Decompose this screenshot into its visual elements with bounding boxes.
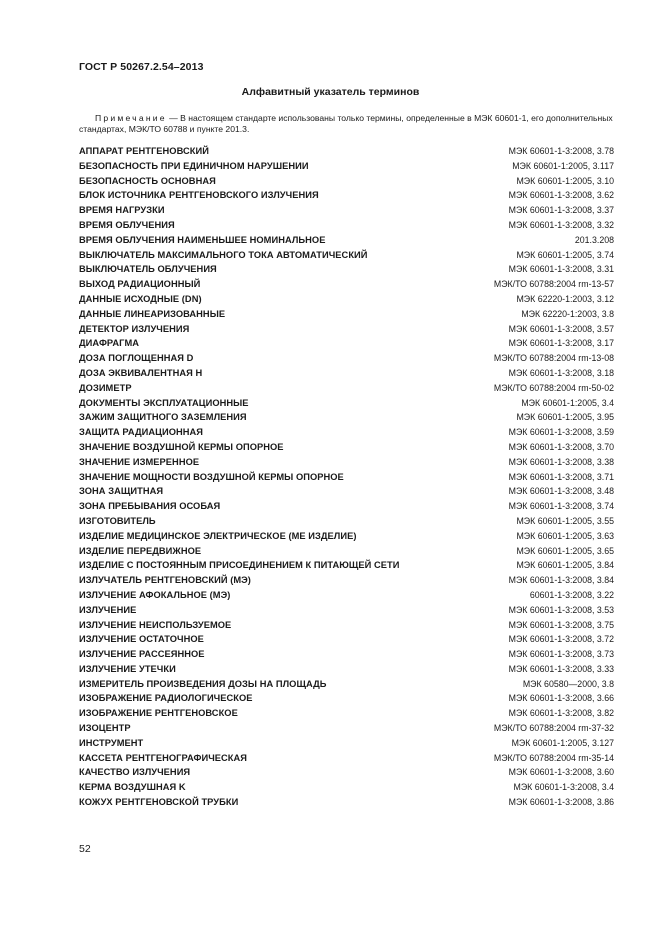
- term-name: БЛОК ИСТОЧНИКА РЕНТГЕНОВСКОГО ИЗЛУЧЕНИЯ: [79, 190, 319, 201]
- term-row: [79, 573, 614, 588]
- note-text: — В настоящем стандарте использованы только термины, определенные в МЭК 60601-1, его дополнительных стандартах, МЭК/ТО 60788 и пункте 201.3.: [79, 113, 613, 134]
- term-reference: МЭК 60601-1:2005, 3.63: [516, 530, 614, 541]
- term-reference: МЭК 60601-1-3:2008, 3.62: [508, 190, 614, 201]
- term-reference: МЭК/ТО 60788:2004 rm-50-02: [493, 382, 614, 393]
- term-row: [79, 484, 614, 499]
- term-reference: МЭК 60601-1-3:2008, 3.75: [508, 619, 614, 630]
- term-reference: МЭК 60601-1-3:2008, 3.38: [508, 456, 614, 467]
- term-reference: МЭК 62220-1:2003, 3.8: [521, 308, 614, 319]
- term-name: КОЖУХ РЕНТГЕНОВСКОЙ ТРУБКИ: [79, 797, 239, 808]
- term-name: ЗАЖИМ ЗАЩИТНОГО ЗАЗЕМЛЕНИЯ: [79, 412, 247, 423]
- term-name: ИЗЛУЧЕНИЕ НЕИСПОЛЬЗУЕМОЕ: [79, 619, 232, 630]
- term-reference: МЭК 60601-1-3:2008, 3.70: [508, 441, 614, 452]
- term-row: [79, 751, 614, 766]
- term-row: [79, 677, 614, 692]
- term-name: ИНСТРУМЕНТ: [79, 737, 144, 748]
- term-name: КЕРМА ВОЗДУШНАЯ K: [79, 782, 186, 793]
- term-row: [79, 470, 614, 485]
- term-reference: МЭК 60601-1-3:2008, 3.74: [508, 501, 614, 512]
- term-reference: МЭК 60601-1-3:2008, 3.33: [508, 663, 614, 674]
- term-row: [79, 662, 614, 677]
- term-row: [79, 647, 614, 662]
- term-row: [79, 455, 614, 470]
- term-name: ДЕТЕКТОР ИЗЛУЧЕНИЯ: [79, 323, 190, 334]
- term-row: [79, 706, 614, 721]
- term-row: [79, 203, 614, 218]
- term-name: ИЗДЕЛИЕ МЕДИЦИНСКОЕ ЭЛЕКТРИЧЕСКОЕ (МЕ ИЗДЕЛИЕ): [79, 530, 357, 541]
- term-name: ИЗОБРАЖЕНИЕ РЕНТГЕНОВСКОЕ: [79, 708, 238, 719]
- term-reference: МЭК 60601-1:2005, 3.55: [516, 515, 614, 526]
- term-name: ДОЗА ПОГЛОЩЕННАЯ D: [79, 353, 194, 364]
- term-name: ЗНАЧЕНИЕ МОЩНОСТИ ВОЗДУШНОЙ КЕРМЫ ОПОРНОЕ: [79, 471, 344, 482]
- term-reference: МЭК 60601-1-3:2008, 3.84: [508, 575, 614, 586]
- term-name: ИЗМЕРИТЕЛЬ ПРОИЗВЕДЕНИЯ ДОЗЫ НА ПЛОЩАДЬ: [79, 678, 327, 689]
- term-name: ИЗОЦЕНТР: [79, 723, 131, 734]
- term-row: [79, 381, 614, 396]
- term-name: ИЗОБРАЖЕНИЕ РАДИОЛОГИЧЕСКОЕ: [79, 693, 253, 704]
- term-reference: МЭК/ТО 60788:2004 rm-35-14: [493, 752, 614, 763]
- term-reference: МЭК 60601-1:2005, 3.117: [512, 160, 614, 171]
- term-reference: МЭК/ТО 60788:2004 rm-13-08: [493, 353, 614, 364]
- term-name: ВРЕМЯ ОБЛУЧЕНИЯ: [79, 219, 175, 230]
- term-row: [79, 440, 614, 455]
- term-reference: 60601-1-3:2008, 3.22: [529, 589, 614, 600]
- term-reference: МЭК 60601-1-3:2008, 3.86: [508, 797, 614, 808]
- term-row: [79, 188, 614, 203]
- term-reference: МЭК/ТО 60788:2004 rm-13-57: [493, 279, 614, 290]
- term-reference: МЭК 60601-1-3:2008, 3.73: [508, 649, 614, 660]
- term-row: [79, 603, 614, 618]
- term-reference: МЭК 60601-1:2005, 3.84: [516, 560, 614, 571]
- term-name: КАЧЕСТВО ИЗЛУЧЕНИЯ: [79, 767, 191, 778]
- term-row: [79, 544, 614, 559]
- term-row: [79, 736, 614, 751]
- term-name: ЗНАЧЕНИЕ ИЗМЕРЕННОЕ: [79, 456, 200, 467]
- term-name: ДОКУМЕНТЫ ЭКСПЛУАТАЦИОННЫЕ: [79, 397, 249, 408]
- term-reference: МЭК 60601-1-3:2008, 3.37: [508, 205, 614, 216]
- term-reference: МЭК 60601-1-3:2008, 3.31: [508, 264, 614, 275]
- term-name: ЗНАЧЕНИЕ ВОЗДУШНОЙ КЕРМЫ ОПОРНОЕ: [79, 441, 284, 452]
- term-reference: МЭК 60601-1:2005, 3.74: [516, 249, 614, 260]
- term-name: ВЫКЛЮЧАТЕЛЬ МАКСИМАЛЬНОГО ТОКА АВТОМАТИЧЕСКИЙ: [79, 249, 368, 260]
- term-row: [79, 514, 614, 529]
- term-row: [79, 558, 614, 573]
- term-name: ЗОНА ПРЕБЫВАНИЯ ОСОБАЯ: [79, 501, 221, 512]
- page-number: 52: [79, 843, 91, 855]
- term-reference: МЭК 60601-1-3:2008, 3.72: [508, 634, 614, 645]
- term-reference: МЭК/ТО 60788:2004 rm-37-32: [493, 723, 614, 734]
- term-row: [79, 795, 614, 810]
- term-name: ИЗЛУЧЕНИЕ: [79, 604, 137, 615]
- term-reference: МЭК 60601-1-3:2008, 3.78: [508, 146, 614, 156]
- term-name: ИЗГОТОВИТЕЛЬ: [79, 515, 156, 526]
- term-reference: МЭК 60601-1:2005, 3.10: [516, 175, 614, 186]
- term-reference: МЭК 60601-1-3:2008, 3.17: [508, 338, 614, 349]
- term-reference: МЭК 60601-1-3:2008, 3.71: [508, 471, 614, 482]
- term-row: [79, 292, 614, 307]
- term-name: БЕЗОПАСНОСТЬ ПРИ ЕДИНИЧНОМ НАРУШЕНИИ: [79, 160, 309, 171]
- term-row: [79, 174, 614, 189]
- term-name: ВРЕМЯ НАГРУЗКИ: [79, 205, 165, 216]
- term-name: ДАННЫЕ ИСХОДНЫЕ (DN): [79, 293, 202, 304]
- term-reference: МЭК 60601-1-3:2008, 3.32: [508, 219, 614, 230]
- section-title: Алфавитный указатель терминов: [241, 86, 420, 98]
- term-name: ДОЗА ЭКВИВАЛЕНТНАЯ H: [79, 367, 203, 378]
- term-row: [79, 425, 614, 440]
- term-reference: МЭК 60601-1-3:2008, 3.4: [513, 782, 614, 793]
- term-reference: МЭК 60601-1-3:2008, 3.48: [508, 486, 614, 497]
- term-row: [79, 218, 614, 233]
- term-name: ИЗДЕЛИЕ С ПОСТОЯННЫМ ПРИСОЕДИНЕНИЕМ К ПИТАЮЩЕЙ СЕТИ: [79, 560, 400, 571]
- term-name: ДОЗИМЕТР: [79, 382, 132, 393]
- term-row: [79, 396, 614, 411]
- term-reference: МЭК 60601-1:2005, 3.4: [521, 397, 614, 408]
- term-row: [79, 588, 614, 603]
- term-row: [79, 366, 614, 381]
- term-row: [79, 277, 614, 292]
- term-row: [79, 618, 614, 633]
- term-reference: МЭК 60601-1:2005, 3.127: [511, 737, 614, 748]
- term-name: ВРЕМЯ ОБЛУЧЕНИЯ НАИМЕНЬШЕЕ НОМИНАЛЬНОЕ: [79, 234, 326, 245]
- term-name: ИЗЛУЧАТЕЛЬ РЕНТГЕНОВСКИЙ (МЭ): [79, 575, 251, 586]
- term-name: ИЗЛУЧЕНИЕ АФОКАЛЬНОЕ (МЭ): [79, 589, 231, 600]
- term-reference: МЭК 60601-1-3:2008, 3.59: [508, 427, 614, 438]
- term-name: ДИАФРАГМА: [79, 338, 139, 349]
- term-row: [79, 248, 614, 263]
- term-row: [79, 307, 614, 322]
- term-name: ДАННЫЕ ЛИНЕАРИЗОВАННЫЕ: [79, 308, 226, 319]
- term-row: [79, 336, 614, 351]
- term-row: [79, 322, 614, 337]
- term-row: [79, 721, 614, 736]
- term-row: [79, 144, 614, 159]
- term-reference: МЭК 60580—2000, 3.8: [522, 678, 614, 689]
- term-reference: МЭК 60601-1:2005, 3.95: [516, 412, 614, 423]
- term-name: ЗАЩИТА РАДИАЦИОННАЯ: [79, 427, 204, 438]
- note-paragraph: [79, 113, 619, 135]
- term-name: АППАРАТ РЕНТГЕНОВСКИЙ: [79, 146, 209, 156]
- term-row: [79, 499, 614, 514]
- term-row: [79, 351, 614, 366]
- term-row: [79, 233, 614, 248]
- term-reference: МЭК 60601-1-3:2008, 3.60: [508, 767, 614, 778]
- term-name: ИЗДЕЛИЕ ПЕРЕДВИЖНОЕ: [79, 545, 202, 556]
- document-header: ГОСТ Р 50267.2.54–2013: [79, 61, 204, 73]
- term-reference: МЭК 60601-1-3:2008, 3.57: [508, 323, 614, 334]
- term-row: [79, 691, 614, 706]
- term-reference: МЭК 60601-1-3:2008, 3.18: [508, 367, 614, 378]
- term-reference: 201.3.208: [574, 234, 614, 245]
- term-row: [79, 410, 614, 425]
- term-name: ИЗЛУЧЕНИЕ РАССЕЯННОЕ: [79, 649, 205, 660]
- term-row: [79, 780, 614, 795]
- term-name: ИЗЛУЧЕНИЕ ОСТАТОЧНОЕ: [79, 634, 204, 645]
- term-name: ВЫКЛЮЧАТЕЛЬ ОБЛУЧЕНИЯ: [79, 264, 217, 275]
- term-reference: МЭК 60601-1-3:2008, 3.82: [508, 708, 614, 719]
- note-label: Примечание: [95, 113, 167, 123]
- term-name: КАССЕТА РЕНТГЕНОГРАФИЧЕСКАЯ: [79, 752, 248, 763]
- term-reference: МЭК 62220-1:2003, 3.12: [516, 293, 614, 304]
- term-row: [79, 159, 614, 174]
- term-name: ЗОНА ЗАЩИТНАЯ: [79, 486, 164, 497]
- term-row: [79, 765, 614, 780]
- term-name: ВЫХОД РАДИАЦИОННЫЙ: [79, 279, 201, 290]
- term-row: [79, 262, 614, 277]
- term-row: [79, 632, 614, 647]
- terms-index-list: [79, 144, 614, 810]
- term-row: [79, 529, 614, 544]
- term-reference: МЭК 60601-1-3:2008, 3.53: [508, 604, 614, 615]
- term-name: БЕЗОПАСНОСТЬ ОСНОВНАЯ: [79, 175, 216, 186]
- term-name: ИЗЛУЧЕНИЕ УТЕЧКИ: [79, 663, 176, 674]
- term-reference: МЭК 60601-1:2005, 3.65: [516, 545, 614, 556]
- term-reference: МЭК 60601-1-3:2008, 3.66: [508, 693, 614, 704]
